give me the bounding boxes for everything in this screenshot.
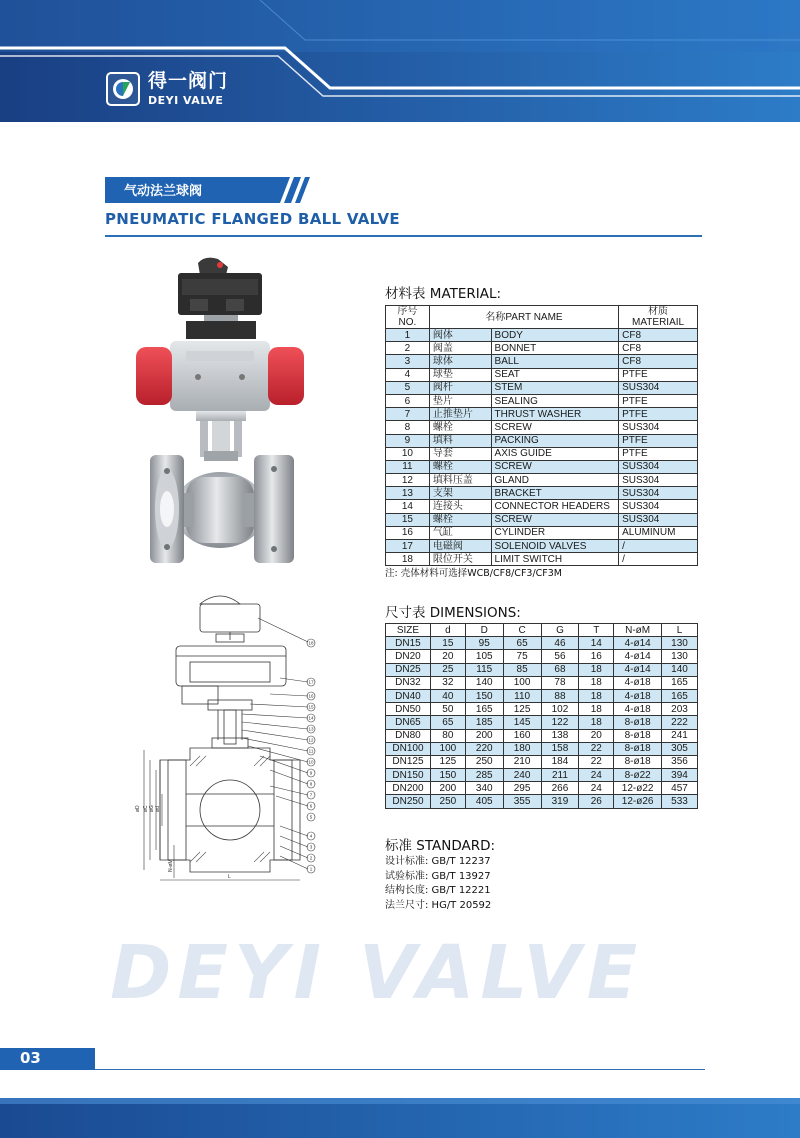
material-no: 1: [386, 329, 430, 342]
material-row: [386, 421, 698, 434]
dimensions-cell: DN25: [386, 663, 431, 676]
material-row: [386, 513, 698, 526]
callout-1: 1: [309, 866, 313, 872]
dimensions-cell: 8-ø18: [614, 742, 662, 755]
callout-5: 5: [309, 814, 313, 820]
material-cn: 螺栓: [429, 460, 491, 473]
dimensions-cell: 150: [465, 689, 503, 702]
dimensions-cell: 184: [541, 755, 579, 768]
logo-icon: [106, 72, 140, 106]
material-row: [386, 500, 698, 513]
material-no: 13: [386, 487, 430, 500]
material-en: PACKING: [491, 434, 619, 447]
dimensions-cell: 80: [430, 729, 465, 742]
dimensions-cell: 115: [465, 663, 503, 676]
dimensions-cell: 24: [579, 769, 614, 782]
material-no: 15: [386, 513, 430, 526]
dimensions-cell: 18: [579, 663, 614, 676]
material-value: SUS304: [619, 381, 698, 394]
material-col-no: 序号NO.: [386, 306, 430, 329]
dimensions-cell: 125: [503, 703, 541, 716]
dimensions-cell: 105: [465, 650, 503, 663]
footer-divider: [95, 1069, 705, 1070]
callout-15: 15: [308, 704, 314, 710]
dimensions-cell: 4-ø14: [614, 637, 662, 650]
dimensions-cell: DN40: [386, 689, 431, 702]
dimensions-cell: 14: [579, 637, 614, 650]
material-row: [386, 460, 698, 473]
material-en: BRACKET: [491, 487, 619, 500]
dimensions-cell: 56: [541, 650, 579, 663]
dimensions-cell: 240: [503, 769, 541, 782]
dimensions-cell: 210: [503, 755, 541, 768]
dimensions-cell: DN150: [386, 769, 431, 782]
dimensions-cell: 12-ø22: [614, 782, 662, 795]
callout-18: 18: [308, 640, 314, 646]
dimensions-cell: 22: [579, 742, 614, 755]
callout-2: 2: [309, 855, 313, 861]
material-value: SUS304: [619, 513, 698, 526]
dimensions-cell: 140: [662, 663, 698, 676]
material-row: [386, 553, 698, 566]
page-number-tab: [0, 1048, 95, 1070]
dimensions-cell: DN80: [386, 729, 431, 742]
dim-col-C: C: [503, 624, 541, 637]
dimensions-cell: 250: [465, 755, 503, 768]
material-value: PTFE: [619, 434, 698, 447]
dimensions-cell: 285: [465, 769, 503, 782]
material-en: AXIS GUIDE: [491, 447, 619, 460]
standard-item: 法兰尺寸: HG/T 20592: [385, 899, 492, 911]
dim-col-d: d: [430, 624, 465, 637]
dimensions-row: [386, 663, 698, 676]
dimensions-cell: 266: [541, 782, 579, 795]
material-no: 10: [386, 447, 430, 460]
dimensions-table: [385, 623, 698, 809]
dimensions-cell: 130: [662, 650, 698, 663]
callout-4: 4: [309, 833, 313, 839]
material-en: SCREW: [491, 460, 619, 473]
standard-item: 设计标准: GB/T 12237: [385, 856, 491, 867]
dimensions-cell: 4-ø18: [614, 689, 662, 702]
material-value: SUS304: [619, 474, 698, 487]
callout-6: 6: [309, 803, 313, 809]
title-cn: 气动法兰球阀: [124, 184, 203, 199]
material-value: PTFE: [619, 394, 698, 407]
dimensions-cell: 65: [430, 716, 465, 729]
material-cn: 连接头: [429, 500, 491, 513]
dimensions-cell: 130: [662, 637, 698, 650]
dimensions-cell: 158: [541, 742, 579, 755]
material-row: [386, 474, 698, 487]
material-value: SUS304: [619, 487, 698, 500]
page-number: 03: [20, 1049, 41, 1067]
dimensions-cell: 8-ø18: [614, 729, 662, 742]
dimensions-heading: 尺寸表 DIMENSIONS:: [385, 605, 521, 621]
material-en: BODY: [491, 329, 619, 342]
dimensions-cell: 185: [465, 716, 503, 729]
standard-list: [385, 855, 491, 913]
material-cn: 球体: [429, 355, 491, 368]
dim-label-NM: N-øM: [168, 859, 174, 872]
dimensions-cell: 4-ø14: [614, 650, 662, 663]
callout-10: 10: [308, 759, 314, 765]
dimensions-cell: DN50: [386, 703, 431, 716]
dim-label-d: ød: [155, 806, 161, 812]
material-value: SUS304: [619, 500, 698, 513]
dimensions-cell: 95: [465, 637, 503, 650]
material-cn: 球垫: [429, 368, 491, 381]
dimensions-cell: 50: [430, 703, 465, 716]
callout-3: 3: [309, 844, 313, 850]
dim-label-L: L: [228, 874, 231, 880]
material-en: GLAND: [491, 474, 619, 487]
dimensions-cell: 138: [541, 729, 579, 742]
material-no: 8: [386, 421, 430, 434]
dimensions-cell: 75: [503, 650, 541, 663]
dimensions-cell: 100: [503, 676, 541, 689]
dimensions-cell: 200: [465, 729, 503, 742]
dimensions-cell: 319: [541, 795, 579, 808]
dimensions-cell: 88: [541, 689, 579, 702]
header-banner: [0, 0, 800, 122]
dimensions-cell: DN250: [386, 795, 431, 808]
dimensions-cell: 160: [503, 729, 541, 742]
material-no: 14: [386, 500, 430, 513]
standard-heading: 标准 STANDARD:: [385, 838, 496, 854]
dimensions-row: [386, 782, 698, 795]
material-col-name: 名称PART NAME: [429, 306, 618, 329]
material-no: 6: [386, 394, 430, 407]
material-note: 注: 壳体材料可选择WCB/CF8/CF3/CF3M: [385, 568, 562, 579]
dimensions-cell: 78: [541, 676, 579, 689]
callout-14: 14: [308, 715, 314, 721]
dimensions-row: [386, 650, 698, 663]
dimensions-cell: 18: [579, 716, 614, 729]
dimensions-cell: 220: [465, 742, 503, 755]
material-cn: 气缸: [429, 526, 491, 539]
material-en: SEALING: [491, 394, 619, 407]
material-en: STEM: [491, 381, 619, 394]
material-row: [386, 408, 698, 421]
material-value: PTFE: [619, 408, 698, 421]
material-row: [386, 329, 698, 342]
dimensions-cell: 165: [662, 689, 698, 702]
material-cn: 填料压盖: [429, 474, 491, 487]
dimensions-cell: 65: [503, 637, 541, 650]
dimensions-cell: 110: [503, 689, 541, 702]
material-header-row: [386, 306, 698, 329]
dimensions-cell: 18: [579, 689, 614, 702]
dimensions-cell: 394: [662, 769, 698, 782]
dimensions-cell: 165: [662, 676, 698, 689]
dimensions-cell: DN32: [386, 676, 431, 689]
dimensions-cell: 100: [430, 742, 465, 755]
dimensions-cell: 4-ø18: [614, 703, 662, 716]
material-cn: 限位开关: [429, 553, 491, 566]
dimensions-cell: 405: [465, 795, 503, 808]
dimensions-cell: 200: [430, 782, 465, 795]
material-no: 12: [386, 474, 430, 487]
material-value: SUS304: [619, 460, 698, 473]
dimensions-cell: 125: [430, 755, 465, 768]
dimensions-cell: 140: [465, 676, 503, 689]
product-photo: [130, 255, 330, 575]
dimensions-row: [386, 676, 698, 689]
material-no: 7: [386, 408, 430, 421]
material-en: SOLENOID VALVES: [491, 540, 619, 553]
dimensions-cell: 8-ø18: [614, 755, 662, 768]
title-divider: [105, 235, 702, 237]
material-value: ALUMINUM: [619, 526, 698, 539]
material-en: SEAT: [491, 368, 619, 381]
dimensions-cell: 295: [503, 782, 541, 795]
material-row: [386, 355, 698, 368]
callout-13: 13: [308, 726, 314, 732]
page-title: PNEUMATIC FLANGED BALL VALVE: [105, 210, 400, 228]
dim-col-G: G: [541, 624, 579, 637]
dimensions-cell: 46: [541, 637, 579, 650]
material-en: SCREW: [491, 421, 619, 434]
dimensions-cell: 32: [430, 676, 465, 689]
dim-col-D: D: [465, 624, 503, 637]
material-row: [386, 540, 698, 553]
material-en: SCREW: [491, 513, 619, 526]
material-en: CONNECTOR HEADERS: [491, 500, 619, 513]
material-cn: 电磁阀: [429, 540, 491, 553]
material-cn: 阀盖: [429, 342, 491, 355]
dim-col-size: SIZE: [386, 624, 431, 637]
dimensions-row: [386, 703, 698, 716]
dimensions-cell: 203: [662, 703, 698, 716]
dimensions-cell: 533: [662, 795, 698, 808]
dimensions-cell: 305: [662, 742, 698, 755]
material-value: CF8: [619, 342, 698, 355]
material-cn: 止推垫片: [429, 408, 491, 421]
dimensions-row: [386, 716, 698, 729]
material-value: PTFE: [619, 447, 698, 460]
technical-drawing: [130, 590, 330, 885]
material-row: [386, 526, 698, 539]
dimensions-row: [386, 689, 698, 702]
standard-item: 试验标准: GB/T 13927: [385, 870, 491, 882]
material-row: [386, 447, 698, 460]
material-no: 18: [386, 553, 430, 566]
footer-banner: [0, 1098, 800, 1138]
dimensions-cell: 165: [465, 703, 503, 716]
dim-col-NM: N-øM: [614, 624, 662, 637]
dimensions-cell: 24: [579, 782, 614, 795]
callout-8: 8: [309, 781, 313, 787]
material-cn: 阀体: [429, 329, 491, 342]
dimensions-cell: 211: [541, 769, 579, 782]
material-value: CF8: [619, 329, 698, 342]
material-value: /: [619, 553, 698, 566]
material-cn: 支架: [429, 487, 491, 500]
dimensions-cell: 250: [430, 795, 465, 808]
dimensions-cell: 102: [541, 703, 579, 716]
material-en: LIMIT SWITCH: [491, 553, 619, 566]
material-cn: 填料: [429, 434, 491, 447]
material-no: 2: [386, 342, 430, 355]
callout-7: 7: [309, 792, 313, 798]
dimensions-cell: DN20: [386, 650, 431, 663]
dimensions-cell: 12-ø26: [614, 795, 662, 808]
material-col-material: 材质MATERIAIL: [619, 306, 698, 329]
callout-9: 9: [309, 770, 313, 776]
material-en: THRUST WASHER: [491, 408, 619, 421]
dimensions-cell: 26: [579, 795, 614, 808]
dimensions-cell: 25: [430, 663, 465, 676]
callout-17: 17: [308, 679, 314, 685]
dimensions-cell: 8-ø18: [614, 716, 662, 729]
material-row: [386, 368, 698, 381]
dimensions-cell: 356: [662, 755, 698, 768]
dimensions-row: [386, 769, 698, 782]
material-value: /: [619, 540, 698, 553]
dimensions-cell: 18: [579, 703, 614, 716]
dimensions-cell: 355: [503, 795, 541, 808]
dimensions-cell: DN200: [386, 782, 431, 795]
dimensions-cell: 40: [430, 689, 465, 702]
material-cn: 垫片: [429, 394, 491, 407]
material-cn: 导套: [429, 447, 491, 460]
dimensions-row: [386, 729, 698, 742]
dim-label-D: øD: [135, 805, 141, 812]
dimensions-cell: 20: [430, 650, 465, 663]
material-row: [386, 381, 698, 394]
brand-name-en: DEYI VALVE: [148, 94, 224, 107]
callout-16: 16: [308, 693, 314, 699]
dimensions-row: [386, 755, 698, 768]
material-no: 9: [386, 434, 430, 447]
material-no: 5: [386, 381, 430, 394]
dimensions-cell: 15: [430, 637, 465, 650]
dimensions-cell: 4-ø18: [614, 676, 662, 689]
material-table: [385, 305, 698, 566]
dim-label-C: øC: [143, 805, 149, 812]
dimensions-cell: 16: [579, 650, 614, 663]
material-no: 16: [386, 526, 430, 539]
material-en: BONNET: [491, 342, 619, 355]
dimensions-cell: 122: [541, 716, 579, 729]
dimensions-cell: 180: [503, 742, 541, 755]
dimensions-cell: DN15: [386, 637, 431, 650]
material-no: 4: [386, 368, 430, 381]
material-cn: 阀杆: [429, 381, 491, 394]
dim-col-L: L: [662, 624, 698, 637]
material-en: CYLINDER: [491, 526, 619, 539]
material-no: 17: [386, 540, 430, 553]
material-cn: 螺栓: [429, 421, 491, 434]
dimensions-cell: 20: [579, 729, 614, 742]
dimensions-cell: DN125: [386, 755, 431, 768]
standard-item: 结构长度: GB/T 12221: [385, 885, 491, 896]
dimensions-cell: 4-ø14: [614, 663, 662, 676]
material-row: [386, 342, 698, 355]
dim-label-G: øG: [149, 805, 155, 812]
dimensions-cell: 340: [465, 782, 503, 795]
watermark: DEYI VALVE: [110, 930, 644, 1016]
callout-11: 11: [308, 748, 314, 754]
dimensions-row: [386, 637, 698, 650]
dimensions-cell: 85: [503, 663, 541, 676]
dimensions-cell: 18: [579, 676, 614, 689]
material-en: BALL: [491, 355, 619, 368]
callout-12: 12: [308, 737, 314, 743]
dimensions-cell: DN65: [386, 716, 431, 729]
dimensions-header-row: [386, 624, 698, 637]
dimensions-cell: DN100: [386, 742, 431, 755]
material-value: SUS304: [619, 421, 698, 434]
dimensions-cell: 150: [430, 769, 465, 782]
material-no: 11: [386, 460, 430, 473]
material-row: [386, 394, 698, 407]
material-value: PTFE: [619, 368, 698, 381]
dimensions-cell: 222: [662, 716, 698, 729]
dimensions-row: [386, 795, 698, 808]
dimensions-cell: 145: [503, 716, 541, 729]
material-row: [386, 434, 698, 447]
material-cn: 螺栓: [429, 513, 491, 526]
material-row: [386, 487, 698, 500]
material-heading: 材料表 MATERIAL:: [385, 286, 502, 302]
dimensions-row: [386, 742, 698, 755]
dimensions-cell: 22: [579, 755, 614, 768]
material-no: 3: [386, 355, 430, 368]
dim-col-T: T: [579, 624, 614, 637]
brand-logo: [106, 72, 228, 106]
dimensions-cell: 241: [662, 729, 698, 742]
dimensions-cell: 68: [541, 663, 579, 676]
dimensions-cell: 8-ø22: [614, 769, 662, 782]
dimensions-cell: 457: [662, 782, 698, 795]
material-value: CF8: [619, 355, 698, 368]
brand-name-cn: 得一阀门: [148, 70, 229, 92]
